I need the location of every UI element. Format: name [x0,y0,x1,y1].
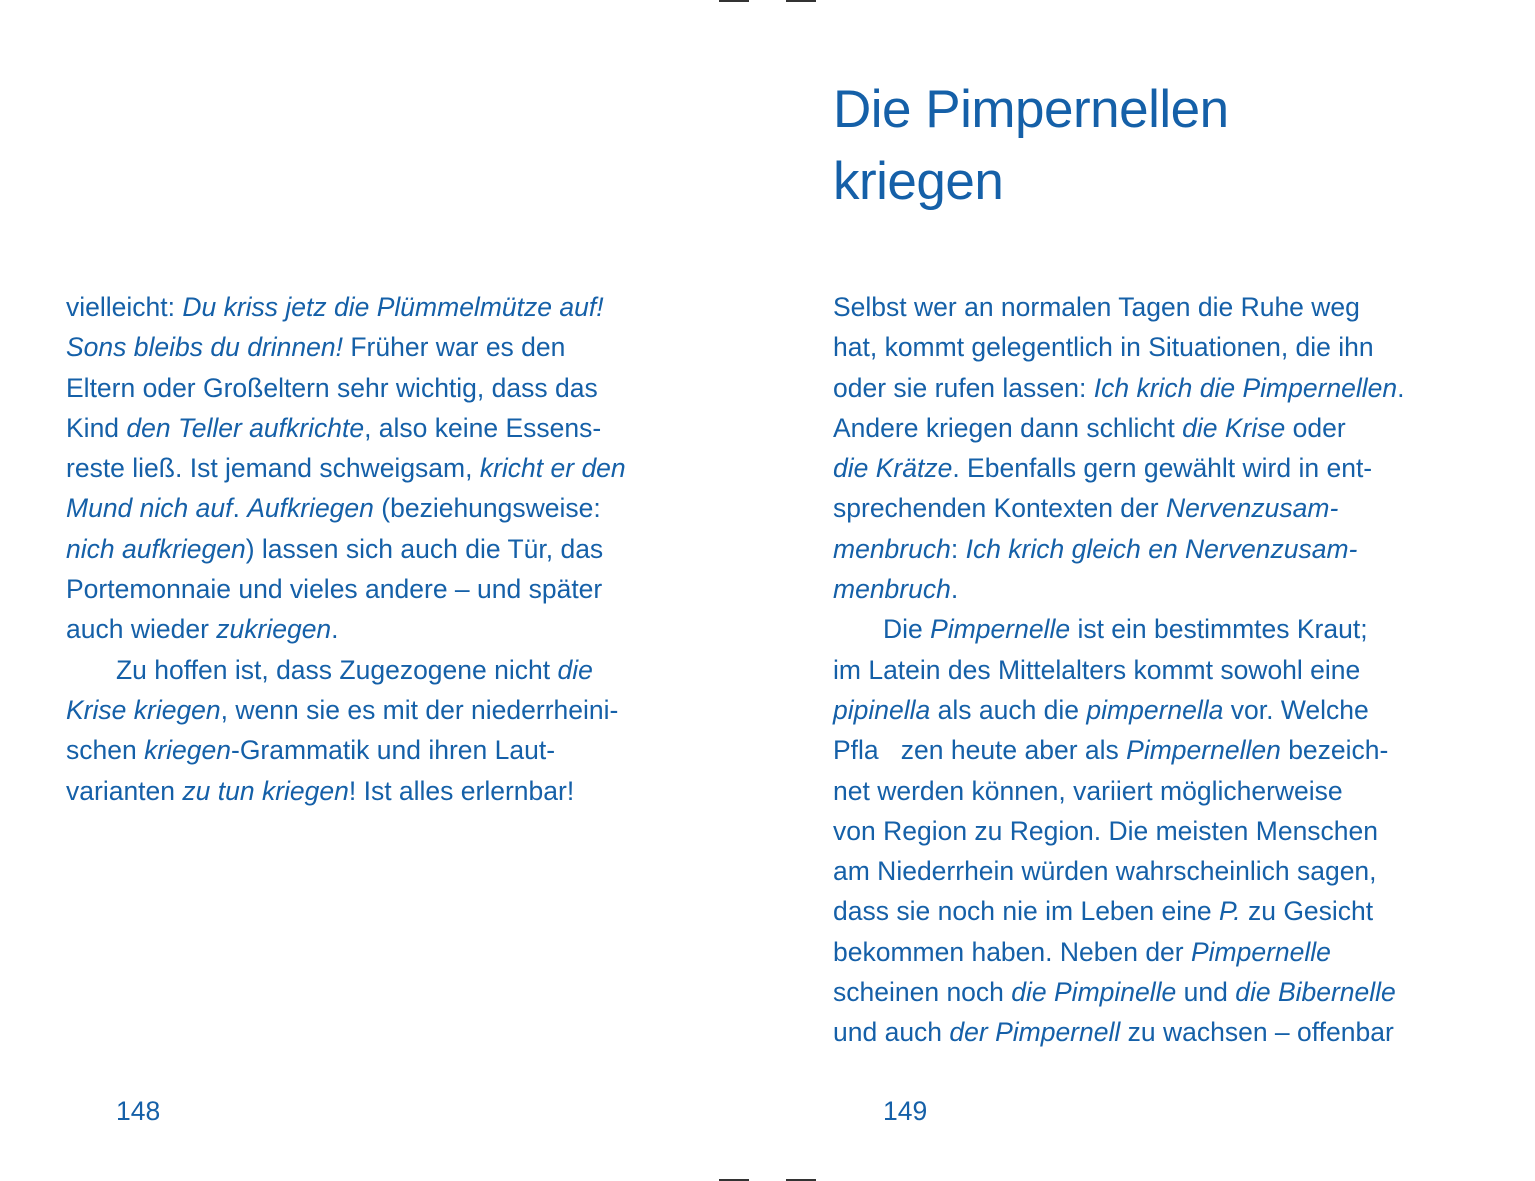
text-line: reste ließ. Ist jemand schweigsam, kricht er den [66,453,626,484]
left-page [0,0,767,1181]
text-line: am Niederrhein würden wahrscheinlich sagen, [833,856,1377,887]
text-line: net werden können, variiert möglicherweise [833,775,1343,806]
text-line: Mund nich auf. Aufkriegen (beziehungsweise: [66,493,601,524]
text-line: Sons bleibs du drinnen! Früher war es den [66,332,566,363]
text-line: im Latein des Mittelalters kommt sowohl eine [833,654,1361,685]
left-body-text [66,287,766,811]
text-line: sprechenden Kontexten der Nervenzusam- [833,493,1339,524]
text-line: scheinen noch die Pimpinelle und die Bibernelle [833,977,1396,1008]
text-line: dass sie noch nie im Leben eine P. zu Gesicht [833,896,1374,927]
text-line: und auch der Pimpernell zu wachsen – offenbar [833,1017,1394,1048]
text-line: hat, kommt gelegentlich in Situationen, die ihn [833,332,1374,363]
crop-mark-bottom-right [786,1179,816,1181]
text-line: die Krätze. Ebenfalls gern gewählt wird in ent- [833,453,1373,484]
text-line: Kind den Teller aufkrichte, also keine Essens- [66,412,602,443]
text-line: Portemonnaie und vieles andere – und später [66,574,603,605]
text-line: Andere kriegen dann schlicht die Krise oder [833,412,1346,443]
text-line: auch wieder zukriegen. [66,614,339,645]
page-number-right: 149 [883,1096,928,1126]
text-line: Pfla zen heute aber als Pimpernellen bezeich- [833,735,1389,766]
chapter-title-line: kriegen [833,152,1004,211]
text-line: bekommen haben. Neben der Pimpernelle [833,936,1331,967]
crop-mark-top-left [719,0,749,2]
text-line: Krise kriegen, wenn sie es mit der niederrheini- [66,694,619,725]
crop-mark-bottom-left [719,1179,749,1181]
text-line: von Region zu Region. Die meisten Menschen [833,815,1379,846]
text-line: Selbst wer an normalen Tagen die Ruhe weg [833,292,1360,322]
text-line: menbruch: Ich krich gleich en Nervenzusam- [833,533,1358,564]
right-body-text [833,287,1533,1053]
chapter-title [833,74,1229,218]
right-page [767,0,1535,1181]
text-line: schen kriegen-Grammatik und ihren Laut- [66,735,556,766]
text-line: nich aufkriegen) lassen sich auch die Tür, das [66,533,604,564]
text-line: oder sie rufen lassen: Ich krich die Pimpernellen. [833,372,1405,403]
text-line: Die Pimpernelle ist ein bestimmtes Kraut; [883,614,1368,645]
text-line: pipinella als auch die pimpernella vor. Welche [833,694,1369,725]
chapter-title-line: Die Pimpernellen [833,80,1229,139]
crop-mark-top-right [786,0,816,2]
text-line: menbruch. [833,574,959,605]
text-line: varianten zu tun kriegen! Ist alles erlernbar! [66,775,575,806]
text-line: Eltern oder Großeltern sehr wichtig, dass das [66,372,598,403]
text-line: vielleicht: Du kriss jetz die Plümmelmütze auf! [66,292,604,322]
page-number-left: 148 [116,1096,161,1126]
text-line: Zu hoffen ist, dass Zugezogene nicht die [116,654,593,685]
